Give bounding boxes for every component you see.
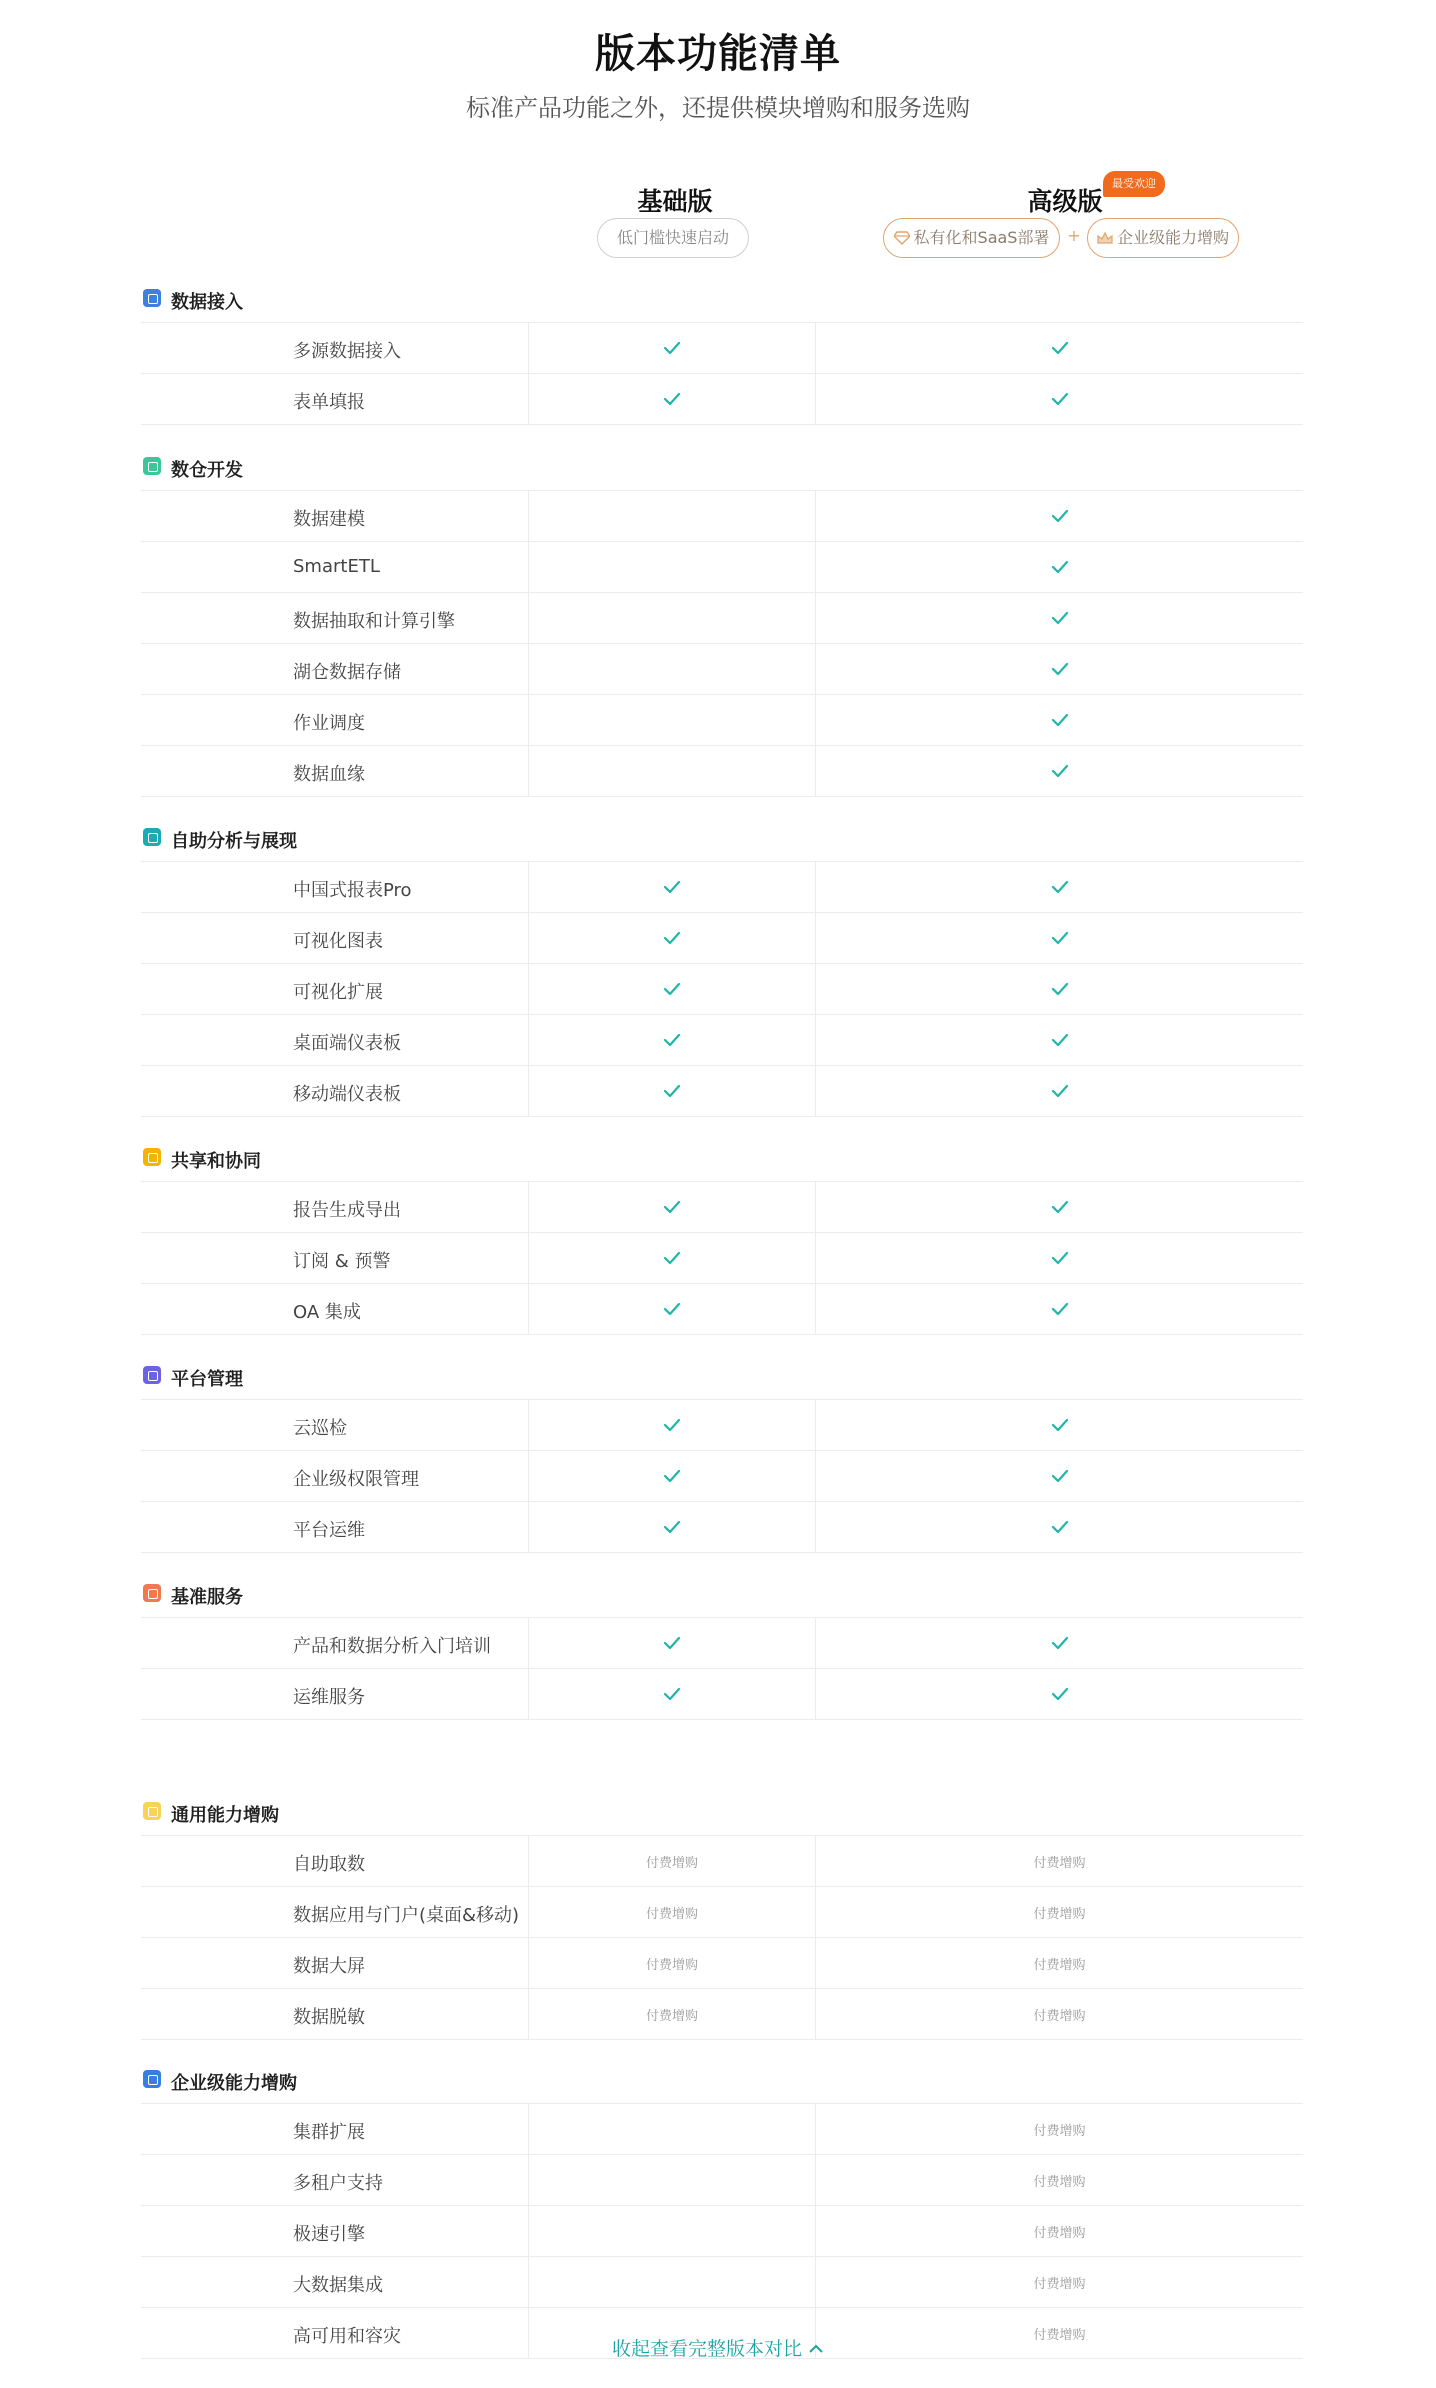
most-popular-badge: 最受欢迎: [1103, 171, 1165, 197]
feature-name: 多源数据接入: [293, 341, 401, 362]
feature-name: 运维服务: [293, 1687, 365, 1708]
basic-cell: [528, 491, 815, 541]
chevron-up-icon: [808, 2344, 824, 2354]
check-icon: [1051, 509, 1069, 523]
feature-name: 数据建模: [293, 509, 365, 530]
advanced-cell: [815, 1669, 1303, 1719]
advanced-cell: [815, 913, 1303, 963]
basic-cell: [528, 1400, 815, 1450]
paid-addon-label: 付费增购: [1033, 1856, 1086, 1871]
paid-addon-label: 付费增购: [1033, 2175, 1086, 2190]
advanced-cell: [815, 1066, 1303, 1116]
advanced-cell: [815, 695, 1303, 745]
diamond-icon: [894, 231, 910, 245]
advanced-cell: [815, 1451, 1303, 1501]
advanced-cell: [815, 542, 1303, 592]
basic-cell: [528, 1233, 815, 1283]
page-title: 版本功能清单: [595, 31, 841, 77]
advanced-cell: [815, 2206, 1303, 2256]
gear-icon: [143, 1366, 161, 1384]
basic-cell: [528, 1938, 815, 1988]
feature-name: SmartETL: [293, 556, 380, 577]
check-icon: [663, 982, 681, 996]
check-icon: [663, 1200, 681, 1214]
check-icon: [1051, 341, 1069, 355]
basic-cell: [528, 1015, 815, 1065]
feature-name: 湖仓数据存储: [293, 662, 401, 683]
section-title: 企业级能力增购: [171, 2073, 297, 2094]
basic-cell: [528, 1669, 815, 1719]
section-header: [141, 816, 1303, 862]
paid-addon-label: 付费增购: [645, 1907, 698, 1922]
check-icon: [663, 1084, 681, 1098]
feature-row: [141, 374, 1303, 425]
check-icon: [1051, 713, 1069, 727]
section-5: [141, 1572, 1303, 1720]
feature-row: [141, 1836, 1303, 1887]
feature-name: 数据抽取和计算引擎: [293, 611, 455, 632]
basic-cell: [528, 2257, 815, 2307]
feature-row: [141, 542, 1303, 593]
advanced-cell: [815, 746, 1303, 796]
warehouse-icon: [143, 457, 161, 475]
feature-name: 表单填报: [293, 392, 365, 413]
advanced-cell: [815, 1400, 1303, 1450]
check-icon: [1051, 1418, 1069, 1432]
basic-cell: [528, 1284, 815, 1334]
section-header: [141, 1354, 1303, 1400]
paid-addon-label: 付费增购: [645, 1856, 698, 1871]
collapse-comparison-link[interactable]: [0, 2334, 1436, 2361]
advanced-cell: [815, 374, 1303, 424]
advanced-cell: [815, 1284, 1303, 1334]
feature-name: 大数据集成: [293, 2275, 383, 2296]
check-icon: [663, 931, 681, 945]
paid-addon-label: 付费增购: [1033, 2226, 1086, 2241]
paid-addon-label: 付费增购: [1033, 1907, 1086, 1922]
check-icon: [1051, 1033, 1069, 1047]
feature-row: [141, 1887, 1303, 1938]
feature-row: [141, 1669, 1303, 1720]
feature-row: [141, 2257, 1303, 2308]
paid-addon-label: 付费增购: [1033, 2124, 1086, 2139]
advanced-cell: [815, 1182, 1303, 1232]
section-4: [141, 1354, 1303, 1553]
feature-row: [141, 491, 1303, 542]
feature-row: [141, 964, 1303, 1015]
feature-row: [141, 2104, 1303, 2155]
feature-name: 产品和数据分析入门培训: [293, 1636, 491, 1657]
check-icon: [1051, 1251, 1069, 1265]
section-header: [141, 1790, 1303, 1836]
advanced-cell: [815, 2257, 1303, 2307]
check-icon: [663, 1033, 681, 1047]
check-icon: [1051, 764, 1069, 778]
paid-addon-label: 付费增购: [1033, 2009, 1086, 2024]
basic-cell: [528, 913, 815, 963]
check-icon: [663, 1636, 681, 1650]
advanced-cell: [815, 491, 1303, 541]
section-title: 平台管理: [171, 1369, 243, 1390]
advanced-cell: [815, 323, 1303, 373]
advanced-cell: [815, 1618, 1303, 1668]
bar-chart-icon: [143, 828, 161, 846]
basic-cell: [528, 2104, 815, 2154]
check-icon: [1051, 1469, 1069, 1483]
advanced-cell: [815, 2155, 1303, 2205]
section-title: 数仓开发: [171, 460, 243, 481]
check-icon: [663, 1520, 681, 1534]
section-header: [141, 2058, 1303, 2104]
feature-name: 极速引擎: [293, 2224, 365, 2245]
section-0: [141, 277, 1303, 425]
feature-row: [141, 2206, 1303, 2257]
feature-row: [141, 644, 1303, 695]
advanced-cell: [815, 1887, 1303, 1937]
section-header: [141, 1572, 1303, 1618]
check-icon: [1051, 880, 1069, 894]
section-title: 数据接入: [171, 292, 243, 313]
check-icon: [663, 1687, 681, 1701]
feature-row: [141, 1284, 1303, 1335]
feature-name: 报告生成导出: [293, 1200, 401, 1221]
section-header: [141, 445, 1303, 491]
check-icon: [1051, 611, 1069, 625]
check-icon: [1051, 931, 1069, 945]
feature-row: [141, 695, 1303, 746]
check-icon: [1051, 662, 1069, 676]
advanced-cell: [815, 2104, 1303, 2154]
section-6: [141, 1790, 1303, 2040]
check-icon: [1051, 1687, 1069, 1701]
feature-name: 订阅 & 预警: [293, 1251, 391, 1272]
basic-cell: [528, 323, 815, 373]
paid-addon-label: 付费增购: [1033, 2328, 1086, 2343]
section-7: [141, 2058, 1303, 2359]
basic-cell: [528, 1836, 815, 1886]
feature-name: 可视化扩展: [293, 982, 383, 1003]
section-header: [141, 277, 1303, 323]
enterprise-addon-label: 企业级能力增购: [1116, 228, 1229, 247]
private-saas-tag[interactable]: [883, 218, 1060, 258]
basic-cell: [528, 964, 815, 1014]
basic-cell: [528, 695, 815, 745]
feature-row: [141, 1233, 1303, 1284]
check-icon: [1051, 1200, 1069, 1214]
basic-cell: [528, 1182, 815, 1232]
feature-name: 平台运维: [293, 1520, 365, 1541]
paid-addon-label: 付费增购: [1033, 1958, 1086, 1973]
basic-cell: [528, 374, 815, 424]
section-3: [141, 1136, 1303, 1335]
feature-name: 可视化图表: [293, 931, 383, 952]
feature-row: [141, 913, 1303, 964]
basic-cell: [528, 542, 815, 592]
advanced-cell: [815, 1938, 1303, 1988]
paid-addon-label: 付费增购: [1033, 2277, 1086, 2292]
enterprise-addon-tag[interactable]: [1087, 218, 1239, 258]
section-title: 自助分析与展现: [171, 831, 297, 852]
check-icon: [663, 392, 681, 406]
layers-icon: [143, 2070, 161, 2088]
basic-cell: [528, 1887, 815, 1937]
feature-row: [141, 1989, 1303, 2040]
feature-name: 云巡检: [293, 1418, 347, 1439]
basic-cell: [528, 2206, 815, 2256]
grid-icon: [143, 1802, 161, 1820]
feature-name: OA 集成: [293, 1302, 361, 1323]
page-subtitle: 标准产品功能之外，还提供模块增购和服务选购: [466, 94, 970, 122]
feature-name: 自助取数: [293, 1854, 365, 1875]
advanced-cell: [815, 1015, 1303, 1065]
data-access-icon: [143, 289, 161, 307]
feature-name: 多租户支持: [293, 2173, 383, 2194]
collapse-label: 收起查看完整版本对比: [611, 2338, 802, 2360]
feature-row: [141, 1502, 1303, 1553]
advanced-cell: [815, 644, 1303, 694]
feature-row: [141, 1066, 1303, 1117]
check-icon: [663, 341, 681, 355]
check-icon: [1051, 1084, 1069, 1098]
check-icon: [663, 1469, 681, 1483]
check-icon: [1051, 1302, 1069, 1316]
feature-row: [141, 1015, 1303, 1066]
check-icon: [1051, 1636, 1069, 1650]
feature-name: 桌面端仪表板: [293, 1033, 401, 1054]
feature-name: 数据血缘: [293, 764, 365, 785]
private-saas-label: 私有化和SaaS部署: [913, 228, 1050, 247]
basic-cell: [528, 746, 815, 796]
advanced-cell: [815, 1989, 1303, 2039]
basic-cell: [528, 1989, 815, 2039]
basic-cell: [528, 593, 815, 643]
check-icon: [663, 1418, 681, 1432]
feature-row: [141, 2155, 1303, 2206]
basic-cell: [528, 1502, 815, 1552]
check-icon: [663, 880, 681, 894]
check-icon: [1051, 1520, 1069, 1534]
feature-name: 作业调度: [293, 713, 365, 734]
feature-row: [141, 1400, 1303, 1451]
advanced-cell: [815, 1233, 1303, 1283]
feature-row: [141, 323, 1303, 374]
feature-name: 数据大屏: [293, 1956, 365, 1977]
basic-cell: [528, 644, 815, 694]
paid-addon-label: 付费增购: [645, 1958, 698, 1973]
section-2: [141, 816, 1303, 1117]
check-icon: [1051, 392, 1069, 406]
feature-name: 高可用和容灾: [293, 2326, 401, 2347]
advanced-cell: [815, 862, 1303, 912]
service-icon: [143, 1584, 161, 1602]
feature-row: [141, 1451, 1303, 1502]
section-title: 通用能力增购: [171, 1805, 279, 1826]
check-icon: [1051, 982, 1069, 996]
feature-name: 数据应用与门户(桌面&移动): [293, 1905, 520, 1926]
advanced-cell: [815, 1502, 1303, 1552]
paid-addon-label: 付费增购: [645, 2009, 698, 2024]
section-title: 基准服务: [171, 1587, 243, 1608]
check-icon: [1051, 560, 1069, 574]
feature-name: 集群扩展: [293, 2122, 365, 2143]
basic-cell: [528, 2155, 815, 2205]
feature-row: [141, 1182, 1303, 1233]
basic-cell: [528, 1618, 815, 1668]
feature-row: [141, 746, 1303, 797]
feature-row: [141, 862, 1303, 913]
feature-row: [141, 1618, 1303, 1669]
basic-plan-tag: 低门槛快速启动: [597, 218, 749, 258]
plan-basic-name: 基础版: [637, 187, 713, 216]
basic-cell: [528, 1066, 815, 1116]
advanced-cell: [815, 964, 1303, 1014]
feature-name: 数据脱敏: [293, 2007, 365, 2028]
share-icon: [143, 1148, 161, 1166]
section-1: [141, 445, 1303, 797]
plus-sign: +: [1067, 226, 1081, 245]
feature-name: 企业级权限管理: [293, 1469, 419, 1490]
check-icon: [663, 1302, 681, 1316]
feature-name: 中国式报表Pro: [293, 880, 412, 901]
check-icon: [663, 1251, 681, 1265]
section-header: [141, 1136, 1303, 1182]
advanced-cell: [815, 1836, 1303, 1886]
plan-advanced-name: 高级版: [1027, 187, 1103, 216]
feature-row: [141, 593, 1303, 644]
feature-name: 移动端仪表板: [293, 1084, 401, 1105]
basic-cell: [528, 862, 815, 912]
section-title: 共享和协同: [171, 1151, 261, 1172]
advanced-cell: [815, 593, 1303, 643]
basic-cell: [528, 1451, 815, 1501]
feature-row: [141, 1938, 1303, 1989]
crown-icon: [1097, 231, 1113, 245]
